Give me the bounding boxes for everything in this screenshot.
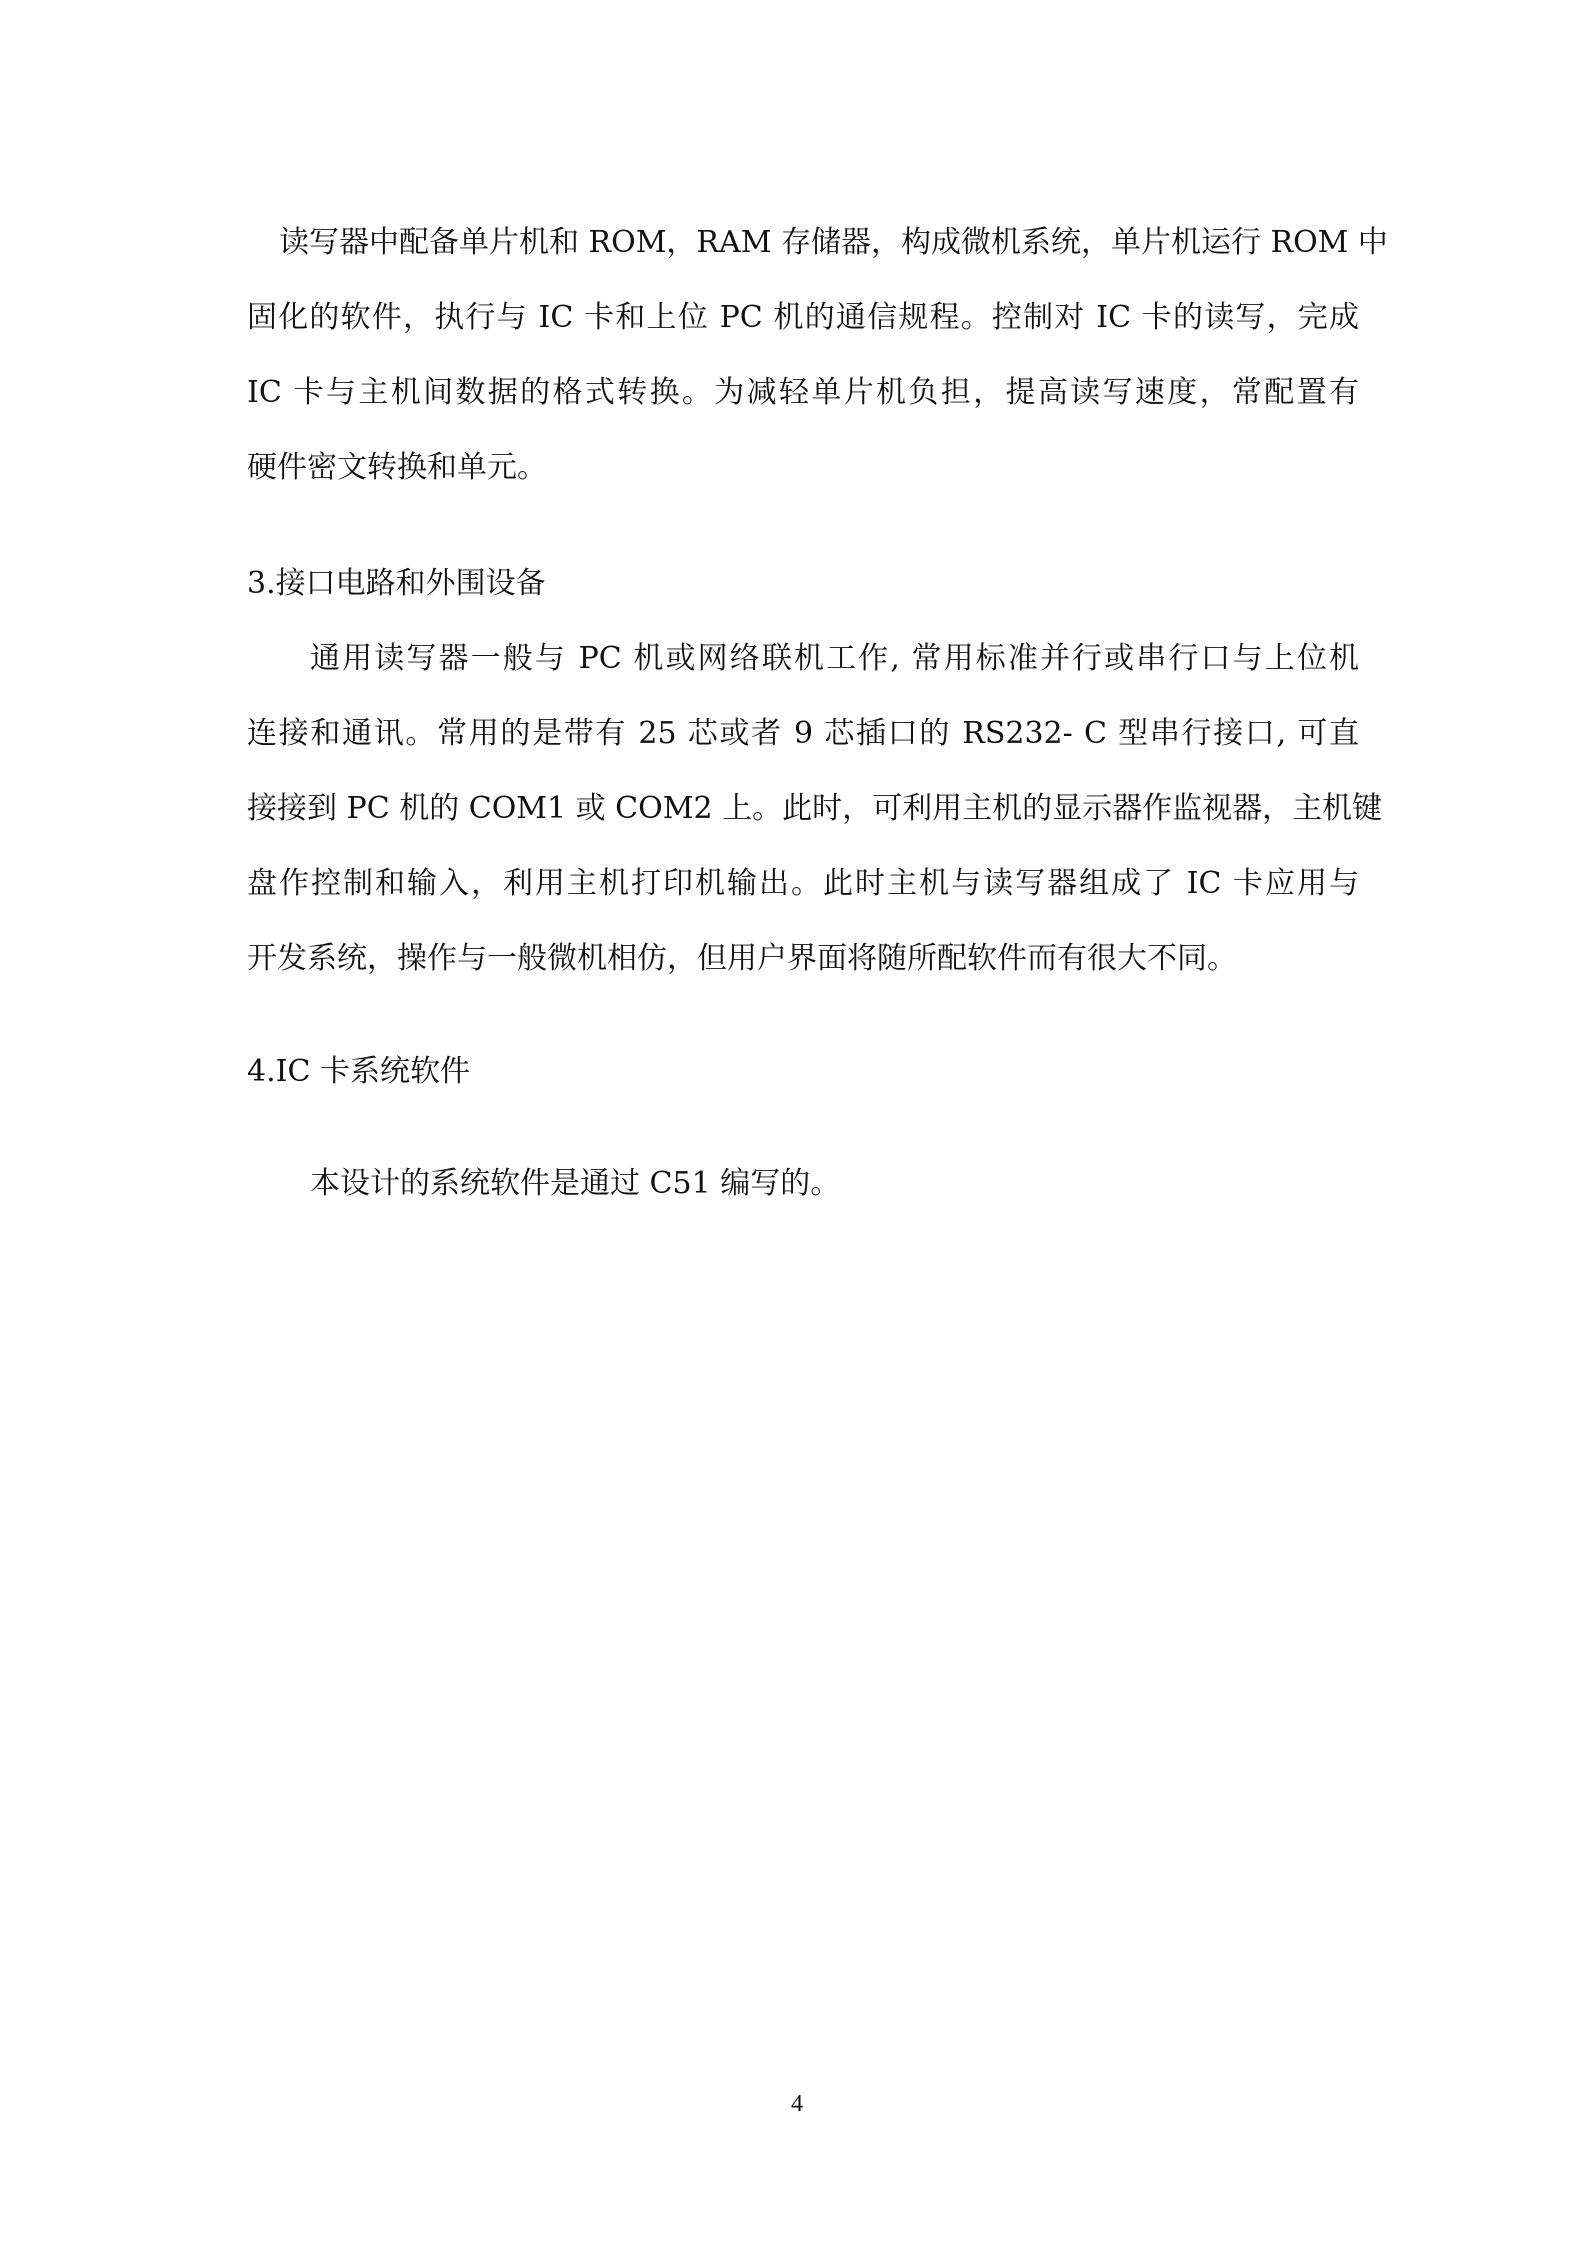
text-line: 读写器中配备单片机和 ROM，RAM 存储器，构成微机系统，单片机运行 ROM 中	[279, 225, 1388, 260]
text-line: 连接和通讯。常用的是带有 25 芯或者 9 芯插口的 RS232- C 型串行接口, 可直	[247, 716, 1359, 751]
text-line: 硬件密文转换和单元。	[247, 450, 547, 485]
text-line: 盘作控制和输入，利用主机打印机输出。此时主机与读写器组成了 IC 卡应用与	[247, 866, 1359, 901]
section-heading: 4.IC 卡系统软件	[247, 1054, 470, 1089]
text-line: 接接到 PC 机的 COM1 或 COM2 上。此时，可利用主机的显示器作监视器，主机键	[247, 791, 1383, 826]
section-heading: 3.接口电路和外围设备	[247, 566, 546, 601]
page-number: 4	[791, 2091, 803, 2117]
text-line: 开发系统，操作与一般微机相仿，但用户界面将随所配软件而有很大不同。	[247, 941, 1237, 976]
text-line: 本设计的系统软件是通过 C51 编写的。	[310, 1166, 841, 1201]
text-line: IC 卡与主机间数据的格式转换。为减轻单片机负担，提高读写速度，常配置有	[247, 375, 1359, 410]
text-line: 通用读写器一般与 PC 机或网络联机工作, 常用标准并行或串行口与上位机	[310, 641, 1359, 676]
text-line: 固化的软件，执行与 IC 卡和上位 PC 机的通信规程。控制对 IC 卡的读写，完成	[247, 300, 1359, 335]
